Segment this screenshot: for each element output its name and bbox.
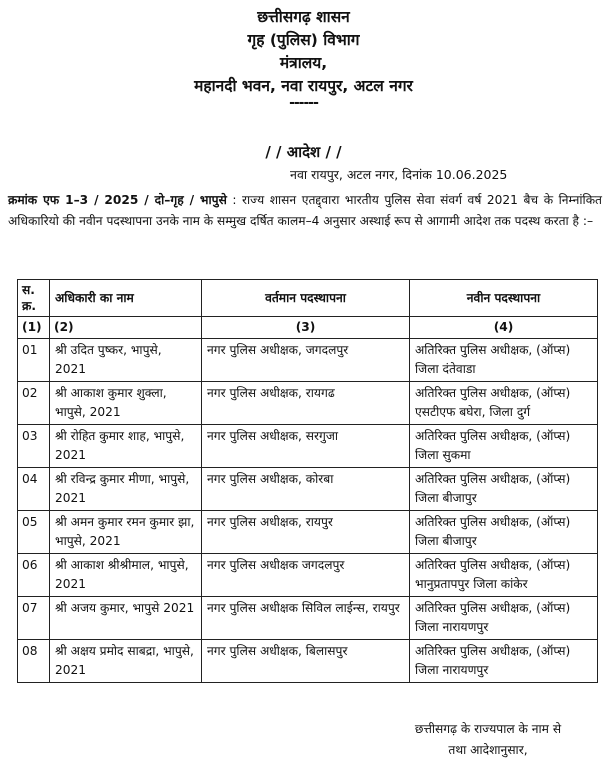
- current-posting-cell: नगर पुलिस अधीक्षक, बिलासपुर: [202, 640, 410, 683]
- current-posting-cell: नगर पुलिस अधीक्षक, कोरबा: [202, 468, 410, 511]
- officer-name-cell: श्री अक्षय प्रमोद साबद्रा, भापुसे, 2021: [50, 640, 202, 683]
- officer-name-cell: श्री अमन कुमार रमन कुमार झा, भापुसे, 2021: [50, 511, 202, 554]
- office-address: महानदी भवन, नवा रायपुर, अटल नगर: [194, 77, 413, 95]
- new-posting-cell: अतिरिक्त पुलिस अधीक्षक, (ऑप्स) जिला दंतेवाडा: [410, 339, 598, 382]
- table-row: [18, 511, 598, 554]
- authority-signoff: [370, 719, 606, 761]
- col-number: (1): [18, 317, 50, 339]
- officer-name-cell: श्री रोहित कुमार शाह, भापुसे, 2021: [50, 425, 202, 468]
- new-posting-cell: अतिरिक्त पुलिस अधीक्षक, (ऑप्स) एसटीएफ बघेरा, जिला दुर्ग: [410, 382, 598, 425]
- current-posting-cell: नगर पुलिस अधीक्षक, रायपुर: [202, 511, 410, 554]
- new-posting-cell: अतिरिक्त पुलिस अधीक्षक, (ऑप्स) जिला बीजापुर: [410, 511, 598, 554]
- serial-cell: 04: [18, 468, 50, 511]
- table-row: [18, 425, 598, 468]
- officer-name-cell: श्री उदित पुष्कर, भापुसे, 2021: [50, 339, 202, 382]
- signoff-line-1: छत्तीसगढ़ के राज्यपाल के नाम से: [414, 722, 562, 736]
- govt-name: छत्तीसगढ़ शासन: [257, 8, 350, 26]
- column-number-row: [18, 317, 598, 339]
- officer-name-cell: श्री रविन्द्र कुमार मीणा, भापुसे, 2021: [50, 468, 202, 511]
- serial-cell: 05: [18, 511, 50, 554]
- current-posting-cell: नगर पुलिस अधीक्षक सिविल लाईन्स, रायपुर: [202, 597, 410, 640]
- posting-table: [17, 279, 598, 683]
- current-posting-cell: नगर पुलिस अधीक्षक, सरगुजा: [202, 425, 410, 468]
- new-posting-cell: अतिरिक्त पुलिस अधीक्षक, (ऑप्स) भानुप्रतापपुर जिला कांकेर: [410, 554, 598, 597]
- col-header-serial: स. क्र.: [18, 280, 50, 317]
- serial-cell: 01: [18, 339, 50, 382]
- col-header-current: वर्तमान पदस्थापना: [202, 280, 410, 317]
- table-row: [18, 339, 598, 382]
- table-row: [18, 640, 598, 683]
- new-posting-cell: अतिरिक्त पुलिस अधीक्षक, (ऑप्स) जिला सुकमा: [410, 425, 598, 468]
- current-posting-cell: नगर पुलिस अधीक्षक, जगदलपुर: [202, 339, 410, 382]
- table-row: [18, 468, 598, 511]
- col-header-new: नवीन पदस्थापना: [410, 280, 598, 317]
- table-row: [18, 382, 598, 425]
- serial-cell: 06: [18, 554, 50, 597]
- officer-name-cell: श्री आकाश कुमार शुक्ला, भापुसे, 2021: [50, 382, 202, 425]
- new-posting-cell: अतिरिक्त पुलिस अधीक्षक, (ऑप्स) जिला बीजापुर: [410, 468, 598, 511]
- ministry-label: मंत्रालय,: [279, 54, 328, 72]
- officer-name-cell: श्री अजय कुमार, भापुसे 2021: [50, 597, 202, 640]
- table-row: [18, 554, 598, 597]
- serial-cell: 03: [18, 425, 50, 468]
- col-header-name: अधिकारी का नाम: [50, 280, 202, 317]
- table-row: [18, 597, 598, 640]
- current-posting-cell: नगर पुलिस अधीक्षक जगदलपुर: [202, 554, 410, 597]
- col-number: (3): [202, 317, 410, 339]
- serial-cell: 08: [18, 640, 50, 683]
- letterhead: [0, 6, 607, 111]
- new-posting-cell: अतिरिक्त पुलिस अधीक्षक, (ऑप्स) जिला नारायणपुर: [410, 597, 598, 640]
- header-divider: ------: [289, 95, 318, 111]
- serial-cell: 02: [18, 382, 50, 425]
- place-date: नवा रायपुर, अटल नगर, दिनांक 10.06.2025: [290, 167, 508, 182]
- department-name: गृह (पुलिस) विभाग: [247, 31, 360, 49]
- current-posting-cell: नगर पुलिस अधीक्षक, रायगढ: [202, 382, 410, 425]
- order-body: [8, 190, 602, 232]
- signoff-line-2: तथा आदेशानुसार,: [448, 743, 528, 757]
- order-text: : राज्य शासन एतद्द्वारा भारतीय पुलिस सेवा संवर्ग वर्ष 2021 बैच के निम्नांकित अधिकारियो की नवीन पदस्थापना उनके नाम के सम्मुख दर्षित कालम–4 अनुसार अस्थाई रूप से आगामी आदेश तक पदस्थ करता है :–: [8, 193, 603, 228]
- col-number: (4): [410, 317, 598, 339]
- reference-number: क्रमांक एफ 1–3 / 2025 / दो–गृह / भापुसे: [8, 193, 227, 207]
- col-number: (2): [50, 317, 202, 339]
- table-header-row: [18, 280, 598, 317]
- order-title: / / आदेश / /: [265, 143, 342, 161]
- serial-cell: 07: [18, 597, 50, 640]
- new-posting-cell: अतिरिक्त पुलिस अधीक्षक, (ऑप्स) जिला नारायणपुर: [410, 640, 598, 683]
- officer-name-cell: श्री आकाश श्रीश्रीमाल, भापुसे, 2021: [50, 554, 202, 597]
